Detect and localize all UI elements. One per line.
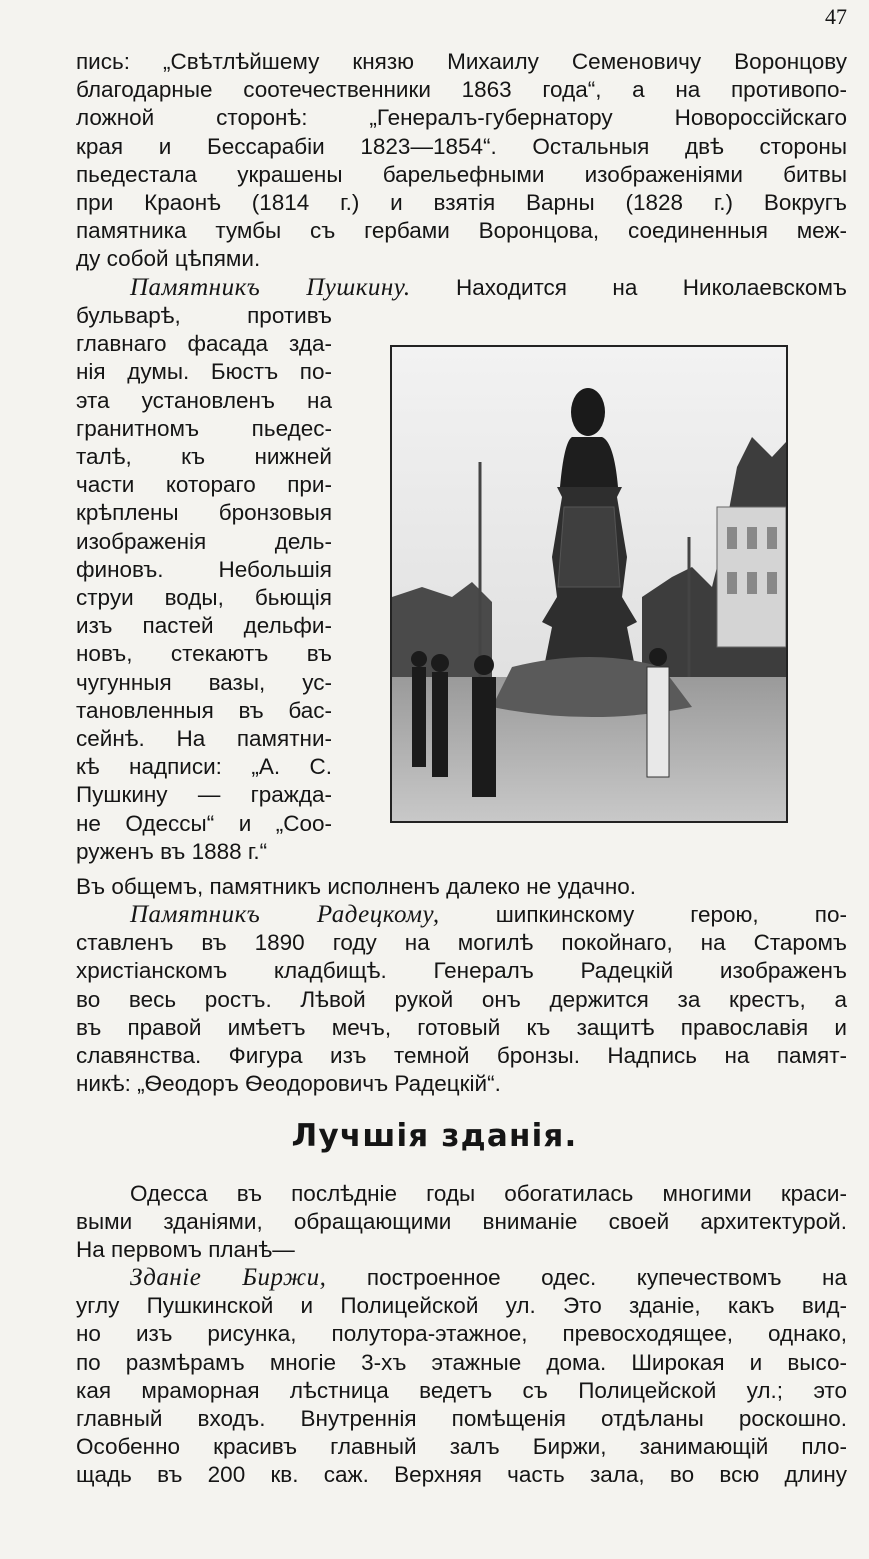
section-heading-best-buildings: Лучшія зданія. bbox=[291, 1118, 578, 1154]
text-line: кѣ надписи: „А. С. bbox=[76, 754, 332, 780]
pushkin-monument-title: Памятникъ Пушкину. bbox=[130, 274, 411, 301]
text-line: славянства. Фигура изъ темной бронзы. Надпись на памят- bbox=[76, 1043, 847, 1069]
pushkin-conclusion bbox=[76, 873, 847, 901]
text-line: ложной сторонѣ: „Генералъ-губернатору Новороссійскаго bbox=[76, 105, 847, 131]
text-line: изображенія дель- bbox=[76, 528, 332, 554]
text-line: во весь ростъ. Лѣвой рукой онъ держится за крестъ, а bbox=[76, 986, 847, 1012]
text-line: христіанскомъ кладбищѣ. Генералъ Радецкій изображенъ bbox=[76, 958, 847, 984]
text-line: тановленныя въ бас- bbox=[76, 697, 332, 723]
birzha-building-title: Зданіе Биржи, bbox=[130, 1264, 327, 1291]
text-line: новъ, стекаютъ въ bbox=[76, 641, 332, 667]
radetsky-monument-title: Памятникъ Радецкому, bbox=[130, 901, 440, 928]
text-line: главный входъ. Внутреннія помѣщенія отдѣланы роскошно. bbox=[76, 1406, 847, 1432]
text-line: ду собой цѣпями. bbox=[76, 246, 261, 272]
text-line: Одесса въ послѣдніе годы обогатилась многими краси- bbox=[130, 1181, 847, 1206]
text-line: бульварѣ, противъ bbox=[76, 303, 332, 328]
text-line: ставленъ въ 1890 году на могилѣ покойнаго, на Старомъ bbox=[76, 930, 847, 956]
text-line: главнаго фасада зда- bbox=[76, 331, 332, 357]
page-number: 47 bbox=[825, 4, 847, 29]
text-line: части котораго при- bbox=[76, 472, 332, 498]
text-line: струи воды, бьющія bbox=[76, 585, 332, 611]
text-line: руженъ въ 1888 г.“ bbox=[76, 838, 268, 864]
pushkin-monument-photo bbox=[390, 345, 788, 823]
text-line: выми зданіями, обращающими вниманіе своей архитектурой. bbox=[76, 1209, 847, 1235]
text-line: по размѣрамъ многіе 3-хъ этажные дома. Широкая и высо- bbox=[76, 1349, 847, 1375]
radetsky-title-rest: шипкинскому герою, по- bbox=[495, 902, 847, 927]
text-line: пись: „Свѣтлѣйшему князю Михаилу Семеновичу Воронцову bbox=[76, 49, 847, 74]
pushkin-title-rest: Находится на Николаевскомъ bbox=[456, 275, 847, 300]
text-line: нія думы. Бюстъ по- bbox=[76, 359, 332, 385]
text-line: изъ пастей дельфи- bbox=[76, 613, 332, 639]
text-line: талѣ, къ нижней bbox=[76, 444, 332, 470]
paragraph-vorontsov-monument bbox=[76, 48, 847, 274]
pushkin-heading-line bbox=[76, 274, 847, 302]
text-line: никѣ: „Ѳеодоръ Ѳеодоровичъ Радецкій“. bbox=[76, 1071, 501, 1097]
text-line: въ правой имѣетъ мечъ, готовый къ защитѣ православія и bbox=[76, 1014, 847, 1040]
text-line: крѣплены бронзовыя bbox=[76, 500, 332, 526]
text-line: гранитномъ пьедес- bbox=[76, 415, 332, 441]
text-line: но изъ рисунка, полутора-этажное, превосходящее, однако, bbox=[76, 1321, 847, 1347]
birzha-title-rest: построенное одес. купечествомъ на bbox=[366, 1265, 847, 1290]
text-line: Пушкину — гражда- bbox=[76, 782, 332, 808]
text-line: пьедестала украшены барельефными изображеніями битвы bbox=[76, 161, 847, 187]
paragraph-buildings-intro bbox=[76, 1180, 847, 1265]
text-line: Особенно красивъ главный залъ Биржи, занимающій пло- bbox=[76, 1434, 847, 1460]
text-line: памятника тумбы съ гербами Воронцова, соединенныя меж- bbox=[76, 218, 847, 244]
text-line: края и Бессарабіи 1823—1854“. Остальныя двѣ стороны bbox=[76, 133, 847, 159]
text-line: при Краонѣ (1814 г.) и взятія Варны (1828 г.) Вокругъ bbox=[76, 190, 847, 216]
text-line: На первомъ планѣ— bbox=[76, 1237, 295, 1263]
text-line: сейнѣ. На памятни- bbox=[76, 726, 332, 752]
pushkin-narrow-column bbox=[76, 302, 332, 866]
text-line: Въ общемъ, памятникъ исполненъ далеко не удачно. bbox=[76, 874, 637, 899]
text-line: не Одессы“ и „Соо- bbox=[76, 810, 332, 836]
monument-photo-image bbox=[392, 347, 786, 821]
text-line: углу Пушкинской и Полицейской ул. Это зданіе, какъ вид- bbox=[76, 1293, 847, 1319]
text-line: кая мраморная лѣстница ведетъ съ Полицейской ул.; это bbox=[76, 1377, 847, 1403]
text-line: финовъ. Небольшія bbox=[76, 556, 332, 582]
paragraph-radetsky-monument bbox=[76, 901, 847, 1098]
text-line: эта установленъ на bbox=[76, 387, 332, 413]
text-line: чугунныя вазы, ус- bbox=[76, 669, 332, 695]
paragraph-birzha-building bbox=[76, 1264, 847, 1490]
text-line: благодарные соотечественники 1863 года“, а на противопо- bbox=[76, 77, 847, 103]
text-line: щадь въ 200 кв. саж. Верхняя часть зала, во всю длину bbox=[76, 1462, 847, 1488]
